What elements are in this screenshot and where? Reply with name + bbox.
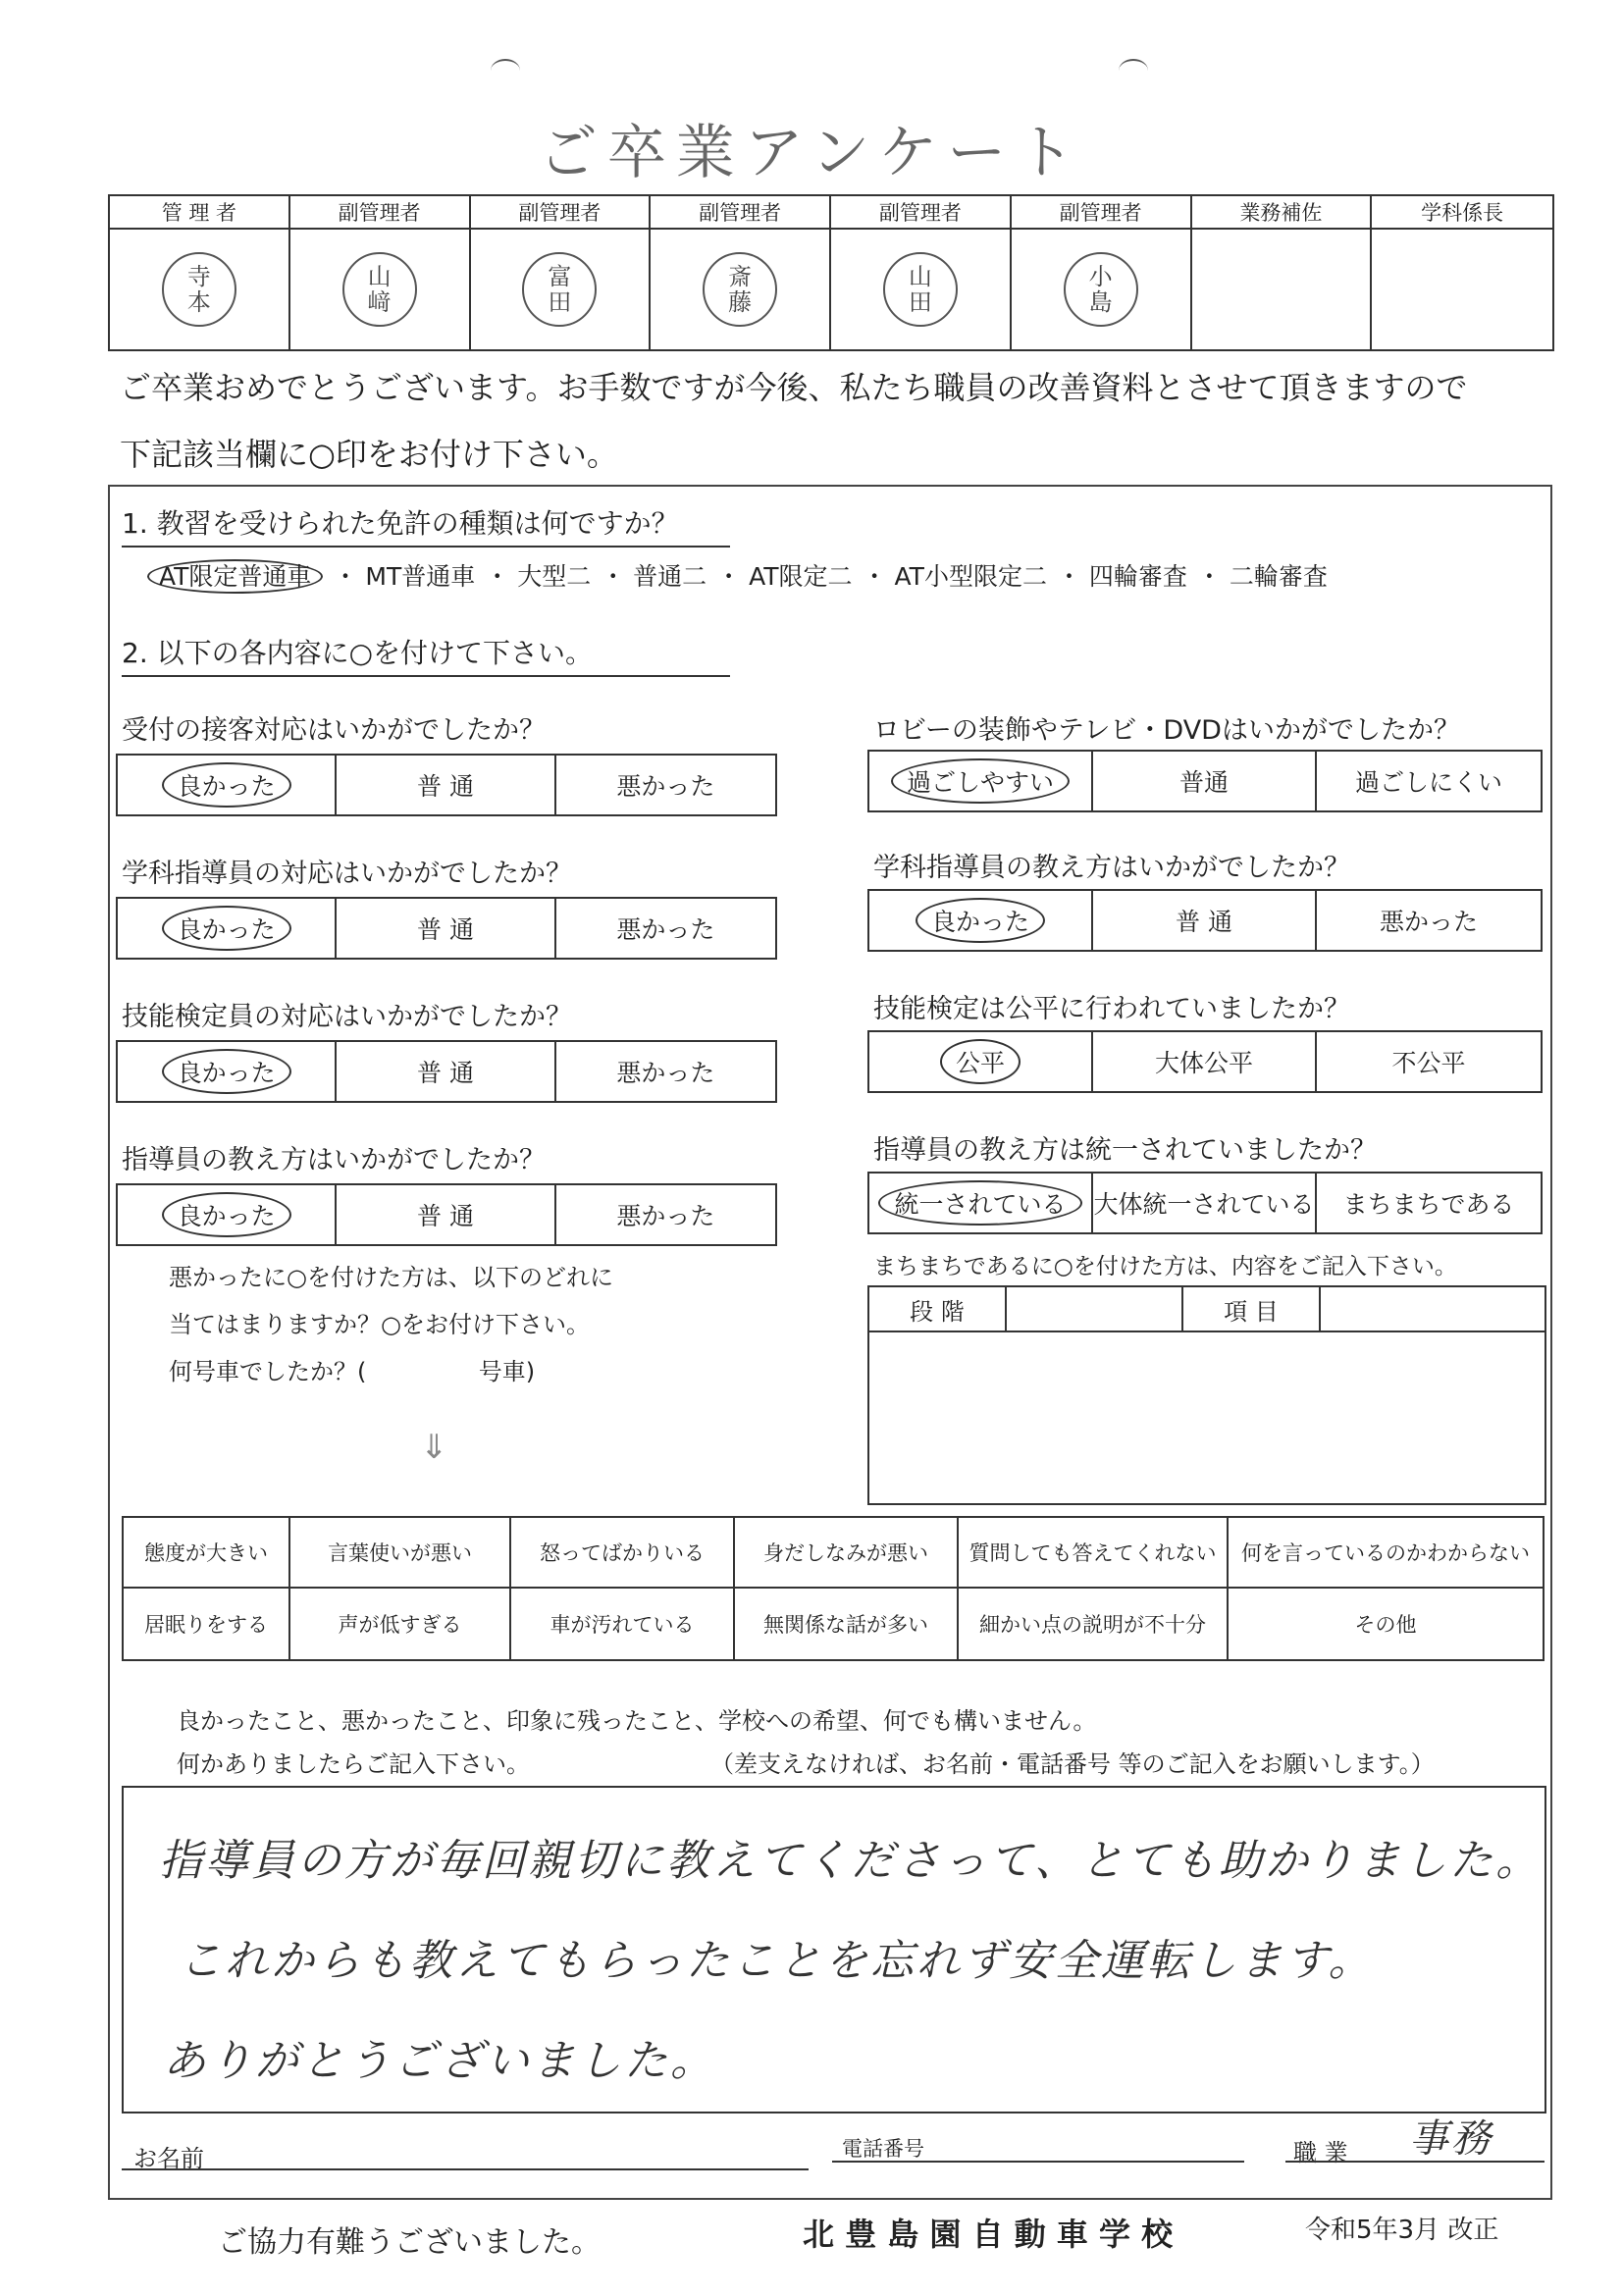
license-option[interactable]: AT限定二 [749, 562, 853, 591]
answer-option[interactable]: 大体統一されている [1093, 1174, 1317, 1232]
job-label: 職 業 [1293, 2139, 1348, 2166]
answer-option[interactable]: 悪かった [1379, 908, 1478, 936]
answer-option[interactable]: 普 通 [337, 1185, 555, 1244]
answer-row-reception [116, 754, 777, 816]
license-options: AT限定普通車 ・ MT普通車 ・ 大型二 ・ 普通二 ・ AT限定二 ・ AT小型限定二 ・ 四輪審査 ・ 二輪審査 [147, 557, 1337, 593]
answer-option-selected[interactable]: 過ごしやすい [869, 752, 1093, 810]
reason-option[interactable]: 言葉使いが悪い [290, 1518, 511, 1589]
answer-option[interactable]: 悪かった [616, 1059, 715, 1087]
answer-option[interactable]: 普 通 [337, 899, 555, 958]
question-classroom-teaching: 学科指導員の教え方はいかがでしたか？ [873, 853, 1350, 883]
school-name: 北 豊 島 園 自 動 車 学 校 [803, 2216, 1174, 2253]
stamp-cell [651, 230, 831, 349]
comment-prompt-3: （差支えなければ、お名前・電話番号 等のご記入をお願いします。） [710, 1750, 1435, 1778]
seal-stamp: 山 田 [883, 252, 958, 327]
stamp-cell [471, 230, 652, 349]
bad-followup-line-1: 悪かったに○を付けた方は、以下のどれに [169, 1264, 613, 1291]
reason-option[interactable]: その他 [1354, 1613, 1417, 1637]
answer-option-selected[interactable]: 良かった [869, 891, 1093, 950]
answer-option-selected[interactable]: 良かった [118, 899, 337, 958]
question-2-title: 2. 以下の各内容に○を付けて下さい。 [122, 632, 730, 677]
intro-line-1: ご卒業おめでとうございます。お手数ですが今後、私たち職員の改善資料とさせて頂きますので [120, 369, 1468, 406]
answer-option[interactable]: 大体公平 [1093, 1032, 1317, 1091]
revision-date: 令和5年3月 改正 [1305, 2216, 1499, 2245]
stamp-cell [110, 230, 290, 349]
license-option[interactable]: 普通二 [633, 562, 707, 591]
comment-prompt-2: 何かありましたらご記入下さい。 [177, 1750, 530, 1778]
phone-field[interactable] [832, 2161, 1244, 2163]
reason-option[interactable]: 無関係な話が多い [735, 1589, 959, 1659]
stamp-cell [831, 230, 1012, 349]
stamp-header: 業務補佐 [1192, 196, 1373, 230]
license-option[interactable]: AT小型限定二 [894, 562, 1047, 591]
answer-row-classroom-teaching [867, 889, 1543, 952]
handwritten-line-1: 指導員の方が毎回親切に教えてくださって、とても助かりました。 [159, 1836, 1543, 1886]
seal-stamp: 斎 藤 [703, 252, 777, 327]
item-input[interactable] [1321, 1287, 1544, 1331]
license-option[interactable]: 大型二 [517, 562, 592, 591]
stage-input[interactable] [1007, 1287, 1183, 1331]
stamp-header: 副管理者 [1012, 196, 1192, 230]
reasons-grid [122, 1516, 1544, 1661]
stamp-header: 副管理者 [651, 196, 831, 230]
answer-option[interactable]: 過ごしにくい [1354, 768, 1502, 797]
phone-label: 電話番号 [842, 2137, 924, 2161]
reason-option[interactable]: 態度が大きい [124, 1518, 290, 1589]
answer-row-examiner [116, 1040, 777, 1103]
license-option[interactable]: MT普通車 [365, 562, 476, 591]
stage-header: 段 階 [869, 1287, 1007, 1331]
reason-option[interactable]: 質問しても答えてくれない [959, 1518, 1229, 1589]
reason-option[interactable]: 何を言っているのかわからない [1229, 1518, 1543, 1589]
question-lobby: ロビーの装飾やテレビ・DVDはいかがでしたか？ [873, 715, 1460, 746]
comment-prompt-1: 良かったこと、悪かったこと、印象に残ったこと、学校への希望、何でも構いません。 [177, 1707, 1097, 1735]
reason-option[interactable]: 車が汚れている [511, 1589, 735, 1659]
answer-option[interactable]: 普 通 [1093, 891, 1317, 950]
page-title: ご卒業アンケート [538, 119, 1085, 187]
license-option[interactable]: 四輪審査 [1088, 562, 1187, 591]
answer-row-instructor-teaching [116, 1183, 777, 1246]
answer-row-unified-teaching [867, 1172, 1543, 1234]
answer-option[interactable]: 普通 [1093, 752, 1317, 810]
name-label: お名前 [133, 2145, 204, 2172]
stamp-header: 副管理者 [831, 196, 1012, 230]
binder-hole [1119, 59, 1148, 82]
job-underline [1285, 2161, 1544, 2163]
stamp-cell-empty[interactable] [1192, 230, 1373, 349]
seal-stamp: 小 島 [1064, 252, 1138, 327]
stamp-cell [290, 230, 471, 349]
comment-box[interactable] [122, 1786, 1546, 2113]
answer-option[interactable]: まちまちである [1342, 1190, 1515, 1219]
seal-stamp: 寺 本 [162, 252, 236, 327]
stamp-header: 管 理 者 [110, 196, 290, 230]
handwritten-line-2: これからも教えてもらったことを忘れず安全運転します。 [179, 1936, 1375, 1986]
answer-option[interactable]: 不公平 [1391, 1049, 1466, 1077]
question-classroom-staff: 学科指導員の対応はいかがでしたか？ [122, 859, 572, 889]
stamp-cell [1012, 230, 1192, 349]
stamp-header: 副管理者 [290, 196, 471, 230]
answer-option[interactable]: 普 通 [337, 1042, 555, 1101]
license-option-selected[interactable]: AT限定普通車 [147, 559, 323, 594]
seal-stamp: 山 﨑 [342, 252, 417, 327]
answer-option-selected[interactable]: 良かった [118, 1185, 337, 1244]
stamp-cell-empty[interactable] [1372, 230, 1552, 349]
license-option[interactable]: 二輪審査 [1229, 562, 1328, 591]
job-field[interactable]: 事務 [1409, 2116, 1493, 2162]
reason-option[interactable]: 身だしなみが悪い [735, 1518, 959, 1589]
question-1-title: 1. 教習を受けられた免許の種類は何ですか？ [122, 502, 730, 548]
question-examiner: 技能検定員の対応はいかがでしたか？ [122, 1002, 572, 1032]
mixed-note: まちまちであるに○を付けた方は、内容をご記入下さい。 [873, 1254, 1457, 1279]
bad-followup-line-2: 当てはまりますか？○をお付け下さい。 [169, 1311, 590, 1338]
question-reception: 受付の接客対応はいかがでしたか？ [122, 715, 546, 746]
reason-option[interactable]: 怒ってばかりいる [511, 1518, 735, 1589]
answer-option[interactable]: 普 通 [337, 756, 555, 814]
answer-row-lobby [867, 750, 1543, 812]
intro-line-2: 下記該当欄に○印をお付け下さい。 [120, 436, 618, 473]
question-unified-teaching: 指導員の教え方は統一されていましたか？ [873, 1135, 1377, 1166]
answer-option-selected[interactable]: 良かった [118, 1042, 337, 1101]
answer-option-selected[interactable]: 統一されている [869, 1174, 1093, 1232]
mixed-detail-box[interactable] [867, 1285, 1546, 1505]
answer-option[interactable]: 悪かった [616, 1202, 715, 1230]
item-header: 項 目 [1183, 1287, 1321, 1331]
answer-row-fair-exam [867, 1030, 1543, 1093]
answer-option[interactable]: 悪かった [616, 772, 715, 801]
reason-option[interactable]: 声が低すぎる [290, 1589, 511, 1659]
question-fair-exam: 技能検定は公平に行われていましたか？ [873, 994, 1350, 1024]
reason-option[interactable]: 居眠りをする [124, 1589, 290, 1659]
binder-hole [491, 59, 520, 82]
answer-option-selected[interactable]: 良かった [118, 756, 337, 814]
stamp-header: 副管理者 [471, 196, 652, 230]
answer-row-classroom-staff [116, 897, 777, 960]
down-arrow-icon: ⇓ [420, 1428, 448, 1467]
car-number-line: 何号車でしたか？( 号車) [169, 1358, 536, 1385]
handwritten-line-3: ありがとうございました。 [163, 2036, 716, 2086]
reason-option[interactable]: 細かい点の説明が不十分 [959, 1589, 1229, 1659]
seal-stamp: 富 田 [522, 252, 597, 327]
answer-option-selected[interactable]: 公平 [869, 1032, 1093, 1091]
stamp-header: 学科係長 [1372, 196, 1552, 230]
answer-option[interactable]: 悪かった [616, 915, 715, 944]
name-field[interactable] [122, 2168, 809, 2170]
question-instructor-teaching: 指導員の教え方はいかがでしたか？ [122, 1145, 546, 1175]
approval-stamp-table [108, 194, 1554, 351]
thanks-text: ご協力有難うございました。 [218, 2225, 601, 2260]
